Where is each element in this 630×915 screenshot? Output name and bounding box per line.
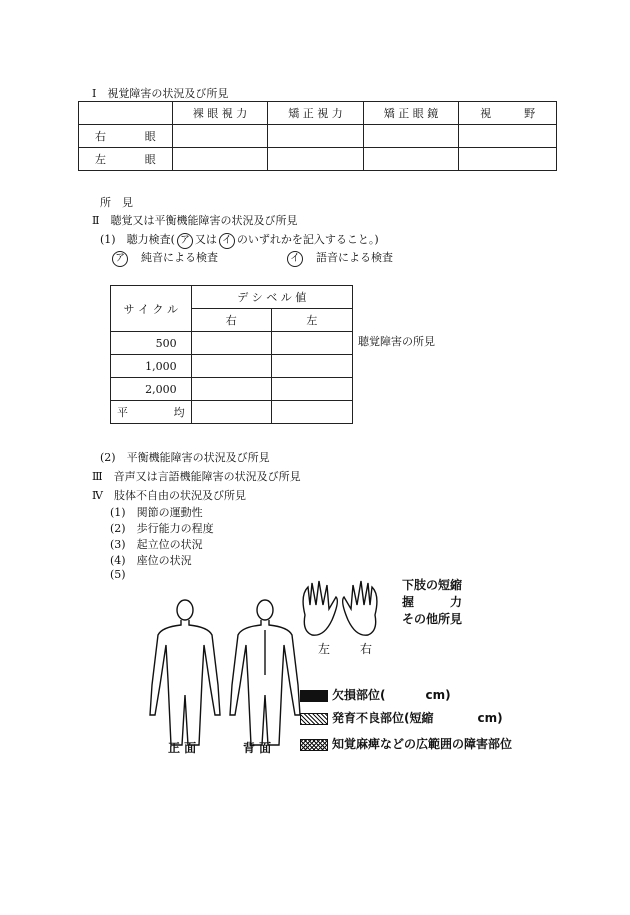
vision-cell[interactable] xyxy=(459,125,557,148)
hand-right-label: 右 xyxy=(360,642,373,656)
legend-missing: 欠損部位( cm) xyxy=(300,686,451,703)
front-label: 正 面 xyxy=(168,741,197,755)
col-cycle: サ イ ク ル xyxy=(111,286,192,332)
circle-i-icon: イ xyxy=(287,251,303,267)
average-label: 平 均 xyxy=(111,401,192,424)
balance-item: (2) 平衡機能障害の状況及び所見 xyxy=(100,451,270,464)
freq-label: 500 xyxy=(111,332,192,355)
note-grip-strength: 握 力 xyxy=(402,595,463,609)
circle-a-icon: ア xyxy=(112,251,128,267)
db-cell[interactable] xyxy=(191,401,271,424)
vision-row-left-label: 左 眼 xyxy=(79,148,173,171)
section4-title: Ⅳ 肢体不自由の状況及び所見 xyxy=(92,489,246,502)
freq-label: 2,000 xyxy=(111,378,192,401)
vision-cell[interactable] xyxy=(268,148,364,171)
section2-title: Ⅱ 聴覚又は平衡機能障害の状況及び所見 xyxy=(92,214,298,227)
freq-label: 1,000 xyxy=(111,355,192,378)
col-left: 左 xyxy=(271,309,352,332)
limb-item: (2) 歩行能力の程度 xyxy=(110,522,214,535)
back-label: 背 面 xyxy=(243,741,272,755)
db-cell[interactable] xyxy=(271,332,352,355)
front-body-figure xyxy=(150,600,220,745)
left-hand-icon xyxy=(303,581,337,635)
vision-cell[interactable] xyxy=(172,125,268,148)
legend-sensory: 知覚麻痺などの広範囲の障害部位 xyxy=(300,735,512,752)
vision-header-corrected: 矯 正 視 力 xyxy=(268,102,364,125)
db-cell[interactable] xyxy=(191,378,271,401)
vision-table xyxy=(78,101,557,171)
circle-a-icon: ア xyxy=(177,233,193,249)
note-leg-shortening: 下肢の短縮 xyxy=(402,578,463,592)
vision-cell[interactable] xyxy=(363,148,459,171)
db-cell[interactable] xyxy=(271,355,352,378)
back-body-figure xyxy=(230,600,300,745)
vision-cell[interactable] xyxy=(172,148,268,171)
vision-row-right-label: 右 眼 xyxy=(79,125,173,148)
vision-header-glasses: 矯 正 眼 鏡 xyxy=(363,102,459,125)
limb-item: (1) 関節の運動性 xyxy=(110,506,203,519)
legend-hatch-swatch xyxy=(300,713,328,725)
limb-item: (3) 起立位の状況 xyxy=(110,538,203,551)
right-hand-icon xyxy=(343,581,377,635)
limb-notes xyxy=(402,577,462,628)
hearing-findings-label: 聴覚障害の所見 xyxy=(358,335,435,348)
col-right: 右 xyxy=(191,309,271,332)
col-decibel: デ シ ベ ル 値 xyxy=(191,286,352,309)
circle-i-icon: イ xyxy=(219,233,235,249)
section3-title: Ⅲ 音声又は言語機能障害の状況及び所見 xyxy=(92,470,301,483)
note-other-findings: その他所見 xyxy=(402,612,463,626)
limb-item: (5) xyxy=(110,568,126,581)
db-cell[interactable] xyxy=(271,401,352,424)
option-i: イ 語音による検査 xyxy=(285,249,393,267)
vision-findings-label: 所 見 xyxy=(100,196,133,209)
legend-black-swatch xyxy=(300,690,328,702)
legend-underdeveloped: 発育不良部位(短縮 cm) xyxy=(300,709,503,726)
option-a: ア 純音による検査 xyxy=(110,249,218,267)
db-cell[interactable] xyxy=(191,355,271,378)
vision-cell[interactable] xyxy=(268,125,364,148)
hand-left-label: 左 xyxy=(318,642,331,656)
db-cell[interactable] xyxy=(191,332,271,355)
db-cell[interactable] xyxy=(271,378,352,401)
hearing-test-instruction: (1) 聴力検査( ア 又は イ のいずれかを記入すること。) xyxy=(100,231,379,249)
vision-cell[interactable] xyxy=(459,148,557,171)
body-diagram xyxy=(140,575,540,755)
hearing-table xyxy=(110,285,353,424)
vision-header-field: 視 野 xyxy=(459,102,557,125)
vision-cell[interactable] xyxy=(363,125,459,148)
legend-crosshatch-swatch xyxy=(300,739,328,751)
limb-item: (4) 座位の状況 xyxy=(110,554,192,567)
vision-header-naked: 裸 眼 視 力 xyxy=(172,102,268,125)
section1-title: Ⅰ 視覚障害の状況及び所見 xyxy=(92,87,229,100)
